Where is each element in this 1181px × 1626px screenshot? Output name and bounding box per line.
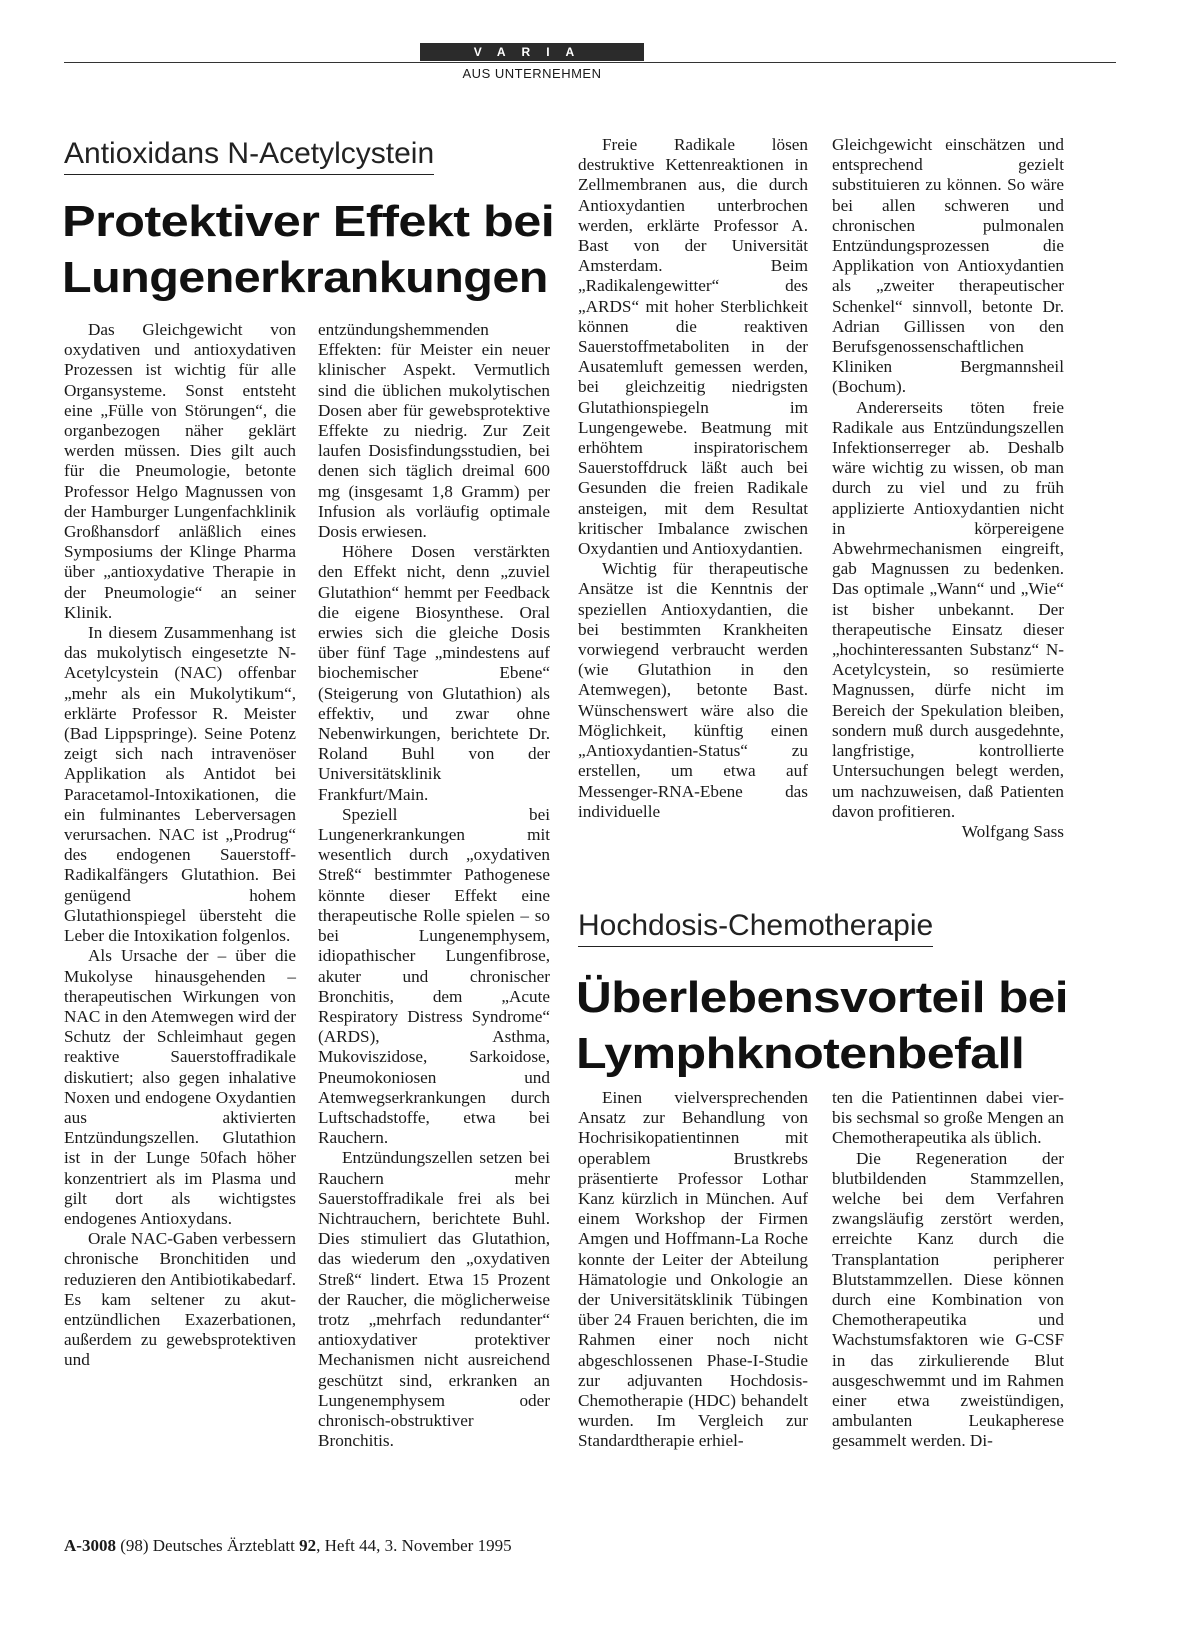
page-number: A-3008	[64, 1536, 116, 1555]
paragraph: entzündungshemmenden Effekten: für Meister ein neuer klinischer Aspekt. Vermutlich sind die üblichen mukolytischen Dosen aber für gewebsprotektive Effekte zu niedrig. Zur Zeit laufen Dosisfindungsstudien, bei denen sich täglich dreimal 600 mg (insgesamt 1,8 Gramm) per Infusion als vorläufig optimale Dosis erwiesen.	[318, 320, 550, 542]
paragraph: Orale NAC-Gaben verbessern chronische Bronchitiden und reduzieren den Antibiotikabedarf. Es kam seltener zu akut-entzündlichen Exazerbationen, außerdem zu gewebsprotektiven und	[64, 1229, 296, 1370]
article2-kicker: Hochdosis-Chemotherapie	[578, 908, 933, 947]
article2-column-1	[578, 1088, 808, 1452]
paragraph: Gleichgewicht einschätzen und entsprechend gezielt substituieren zu können. So wäre bei allen schweren und chronischen pulmonalen Entzündungsprozessen die Applikation von Antioxydantien als „zweiter therapeutischer Schenkel“ sinnvoll, betonte Dr. Adrian Gillissen von den Berufsgenossenschaftlichen Kliniken Bergmannsheil (Bochum).	[832, 135, 1064, 397]
article1-kicker: Antioxidans N-Acetylcystein	[64, 136, 434, 175]
article1-column-2	[318, 320, 550, 1451]
article1-column-1	[64, 320, 296, 1371]
paragraph: ten die Patientinnen dabei vier- bis sechsmal so große Mengen an Chemotherapeutika als üblich.	[832, 1088, 1064, 1148]
article1-column-4	[832, 135, 1064, 842]
paragraph: Entzündungszellen setzen bei Rauchern mehr Sauerstoffradikale frei als bei Nichtrauchern, berichtete Buhl. Dies stimuliert das Glutathion, das wiederum den „oxydativen Streß“ lindert. Etwa 15 Prozent der Raucher, die möglicherweise trotz „mehrfach redundanter“ antioxydativer protektiver Mechanismen nicht ausreichend geschützt sind, erkranken an Lungenemphysem oder chronisch-obstruktiver Bronchitis.	[318, 1148, 550, 1451]
rubric-label: VARIA	[420, 43, 644, 61]
paragraph: Einen vielversprechenden Ansatz zur Behandlung von Hochrisikopatientinnen mit operablem Brustkrebs präsentierte Professor Lothar Kanz kürzlich in München. Auf einem Workshop der Firmen Amgen und Hoffmann-La Roche konnte der Leiter der Abteilung Hämatologie und Onkologie an der Universitätsklinik Tübingen über 24 Frauen berichten, die im Rahmen einer noch nicht abgeschlossenen Phase-I-Studie zur adjuvanten Hochdosis-Chemotherapie (HDC) behandelt wurden. Im Vergleich zur Standardtherapie erhiel-	[578, 1088, 808, 1451]
article1-headline-line1: Protektiver Effekt bei	[62, 197, 555, 246]
paragraph: Andererseits töten freie Radikale aus Entzündungszellen Infektionserreger ab. Deshalb wäre wichtig zu wissen, ob man durch zu viel und zu früh applizierte Antioxydantien nicht in körpereigene Abwehrmechanismen eingreift, gab Magnussen zu bedenken. Das optimale „Wann“ und „Wie“ ist bisher unbekannt. Der therapeutische Einsatz dieser „hochinteressanten Substanz“ N-Acetylcystein, so resümierte Magnussen, dürfe nicht im Bereich der Spekulation bleiben, sondern muß durch ausgedehnte, langfristige, kontrollierte Untersuchungen belegt werden, um nachzuweisen, daß Patienten davon profitieren. Wolfgang Sass	[832, 397, 1064, 841]
footer-volume: 92	[299, 1536, 317, 1555]
footer-issue-suffix: , Heft 44, 3. November 1995	[316, 1536, 512, 1555]
article1-headline-line2: Lungenerkrankungen	[62, 253, 548, 302]
footer-issue-prefix: (98) Deutsches Ärzteblatt	[120, 1536, 295, 1555]
article2-column-2	[832, 1088, 1064, 1452]
header-rule	[64, 62, 1116, 63]
paragraph: Wichtig für therapeutische Ansätze ist die Kenntnis der speziellen Antioxydantien, die bei bestimmten Krankheiten vorwiegend verbraucht werden (wie Glutathion in den Atemwegen), betonte Bast. Wünschenswert wäre also die Möglichkeit, künftig einen „Antioxydantien-Status“ zu erstellen, um etwa auf Messenger-RNA-Ebene das individuelle	[578, 559, 808, 821]
article2-headline-line1: Überlebensvorteil bei	[576, 973, 1068, 1022]
paragraph: Als Ursache der – über die Mukolyse hinausgehenden – therapeutischen Wirkungen von NAC in den Atemwegen wird der Schutz der Schleimhaut gegen reaktive Sauerstoffradikale diskutiert; also gegen inhalative Noxen und endogene Oxydantien aus aktivierten Entzündungszellen. Glutathion ist in der Lunge 50fach höher konzentriert als im Plasma und gilt dort als wichtigstes endogenes Antioxydans.	[64, 946, 296, 1228]
paragraph: Die Regeneration der blutbildenden Stammzellen, welche bei dem Verfahren zwangsläufig zerstört werden, erreichte Kanz durch die Transplantation peripherer Blutstammzellen. Diese können durch eine Kombination von Chemotherapeutika und Wachstumsfaktoren wie G-CSF in das zirkulierende Blut ausgeschwemmt und im Rahmen einer etwa zweistündigen, ambulanten Leukapherese gesammelt werden. Di-	[832, 1148, 1064, 1451]
paragraph: Freie Radikale lösen destruktive Kettenreaktionen in Zellmembranen aus, die durch Antioxydantien unterbrochen werden, erklärte Professor A. Bast von der Universität Amsterdam. Beim „Radikalengewitter“ des „ARDS“ mit hoher Sterblichkeit können die reaktiven Sauerstoffmetaboliten in der Ausatemluft gemessen werden, bei gleichzeitig niedrigsten Glutathionspiegeln im Lungengewebe. Beatmung mit erhöhtem inspiratorischem Sauerstoffdruck läßt auch bei Gesunden die freien Radikale ansteigen, mit dem Resultat kritischer Imbalance zwischen Oxydantien und Antioxydantien.	[578, 135, 808, 559]
paragraph: Das Gleichgewicht von oxydativen und antioxydativen Prozessen ist wichtig für alle Organsysteme. Sonst entsteht eine „Fülle von Störungen“, die organbezogen näher geklärt werden müssen. Dies gilt auch für die Pneumologie, betonte Professor Helgo Magnussen von der Hamburger Lungenfachklinik Großhansdorf anläßlich eines Symposiums der Klinge Pharma über „antioxydative Therapie in der Pneumologie“ an seiner Klinik.	[64, 320, 296, 622]
paragraph: Speziell bei Lungenerkrankungen mit wesentlich durch „oxydativen Streß“ bestimmter Pathogenese könnte dieser Effekt eine therapeutische Rolle spielen – so bei Lungenemphysem, idiopathischer Lungenfibrose, akuter und chronischer Bronchitis, dem „Acute Respiratory Distress Syndrome“ (ARDS), Asthma, Mukoviszidose, Sarkoidose, Pneumokoniosen und Atemwegserkrankungen durch Luftschadstoffe, etwa bei Rauchern.	[318, 804, 550, 1148]
article1-column-3	[578, 135, 808, 822]
paragraph: In diesem Zusammenhang ist das mukolytisch eingesetzte N-Acetylcystein (NAC) offenbar „mehr als ein Mukolytikum“, erklärte Professor R. Meister (Bad Lippspringe). Seine Potenz zeigt sich nach intravenöser Applikation als Antidot bei Paracetamol-Intoxikationen, die ein fulminantes Leberversagen verursachen. NAC ist „Prodrug“ des endogenen Sauerstoff-Radikalfängers Glutathion. Bei genügend hohem Glutathionspiegel übersteht die Leber die Intoxikation folgenlos.	[64, 623, 296, 946]
article2-headline-line2: Lymphknotenbefall	[576, 1029, 1025, 1078]
page-footer	[64, 1536, 512, 1556]
author-signature: Wolfgang Sass	[961, 821, 1064, 841]
section-label: AUS UNTERNEHMEN	[462, 66, 602, 81]
paragraph: Höhere Dosen verstärkten den Effekt nicht, denn „zuviel Glutathion“ hemmt per Feedback die eigene Biosynthese. Oral erwies sich die gleiche Dosis über fünf Tage „mindestens auf biochemischer Ebene“ (Steigerung von Glutathion) als effektiv, und zwar ohne Nebenwirkungen, berichtete Dr. Roland Buhl von der Universitätsklinik Frankfurt/Main.	[318, 542, 550, 804]
